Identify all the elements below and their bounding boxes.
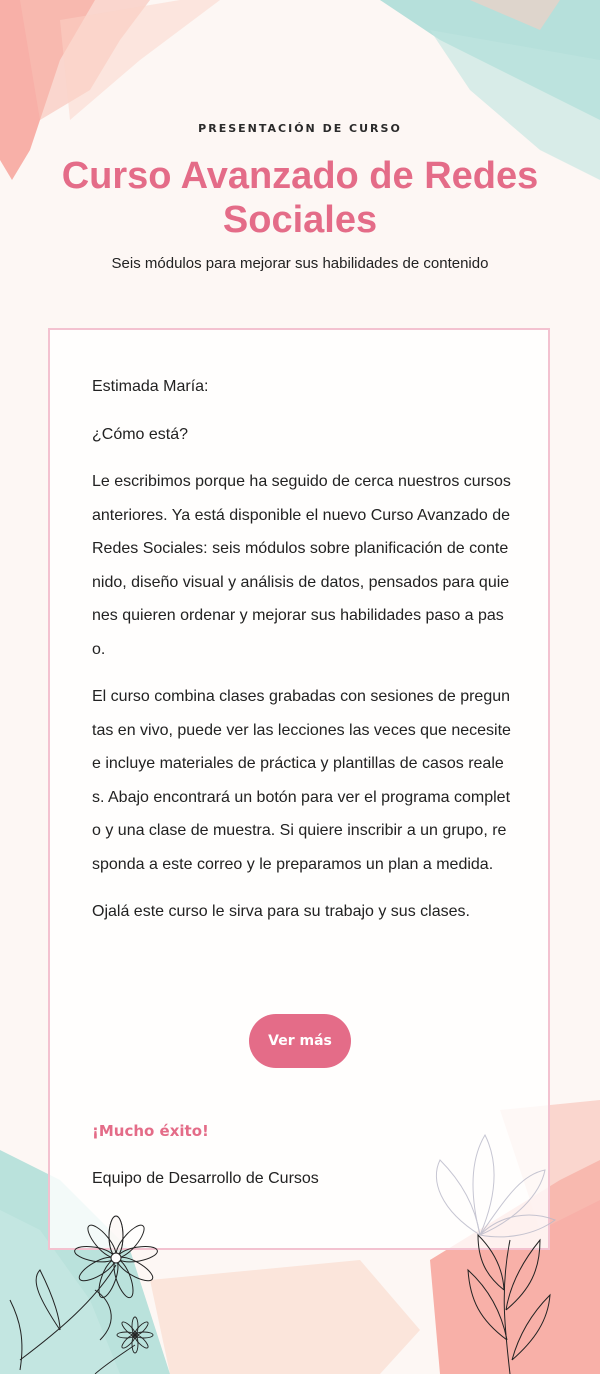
eyebrow-label: PRESENTACIÓN DE CURSO [198, 122, 402, 135]
paragraph-closing: Ojalá este curso le sirva para su trabajo y sus clases. [92, 903, 470, 920]
letter-body [92, 370, 512, 943]
page-subtitle: Seis módulos para mejorar sus habilidades de contenido [111, 255, 489, 272]
team-signature: Equipo de Desarrollo de Cursos [92, 1170, 319, 1187]
ver-mas-button[interactable]: Ver más [249, 1014, 351, 1068]
paragraph-intro: Le escribimos porque ha seguido de cerca nuestros cursos anteriores. Ya está disponible el nuevo Curso Avanzado de Redes Sociales: seis módulos sobre planificación de contenido, diseño visual y análisis de datos, pensados para quienes quieren ordenar y mejorar sus habilidades paso a paso. [92, 473, 511, 658]
closing-line: ¡Mucho éxito! [92, 1122, 209, 1140]
paragraph-details: El curso combina clases grabadas con sesiones de preguntas en vivo, puede ver las lecciones las veces que necesite e incluye materiales de práctica y plantillas de casos reales. Abajo encontrará un botón para ver el programa completo y una clase de muestra. Si quiere inscribir a un grupo, responda a este correo y le preparamos un plan a medida. [92, 688, 511, 873]
greeting: Estimada María: [92, 378, 209, 395]
page-title: Curso Avanzado de Redes Sociales [61, 155, 539, 241]
letter-card [48, 328, 550, 1250]
question: ¿Cómo está? [92, 425, 189, 443]
